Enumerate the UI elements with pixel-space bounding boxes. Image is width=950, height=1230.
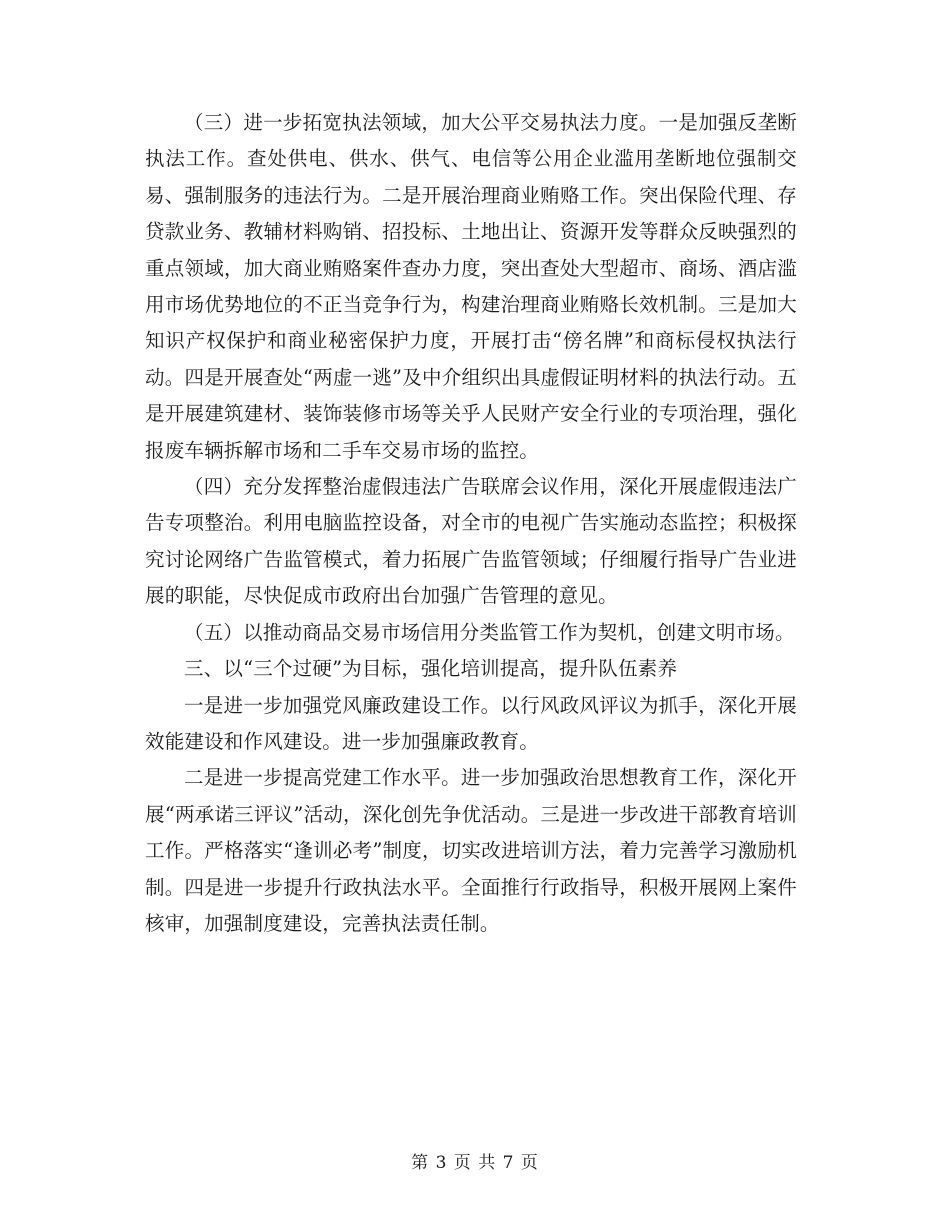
- paragraph-false-advertising: （四）充分发挥整治虚假违法广告联席会议作用，深化开展虚假违法广告专项整治。利用电脑监控设备，对全市的电视广告实施动态监控；积极探究讨论网络广告监管模式，着力拓展广告监管领域；仔细履行指导广告业进展的职能，尽快促成市政府出台加强广告管理的意见。: [145, 475, 797, 608]
- page-number-footer: 第 3 页 共 7 页: [411, 1153, 539, 1173]
- paragraph-fair-trade-enforcement: （三）进一步拓宽执法领域，加大公平交易执法力度。一是加强反垄断执法工作。查处供电、供水、供气、电信等公用企业滥用垄断地位强制交易、强制服务的违法行为。二是开展治理商业贿赂工作。突出保险代理、存贷款业务、教辅材料购销、招投标、土地出让、资源开发等群众反映强烈的重点领域，加大商业贿赂案件查办力度，突出查处大型超市、商场、酒店滥用市场优势地位的不正当竞争行为，构建治理商业贿赂长效机制。三是加大知识产权保护和商业秘密保护力度，开展打击“傍名牌”和商标侵权执法行动。四是开展查处“两虚一逃”及中介组织出具虚假证明材料的执法行动。五是开展建筑建材、装饰装修市场等关乎人民财产安全行业的专项治理，强化报废车辆拆解市场和二手车交易市场的监控。: [145, 111, 797, 462]
- paragraph-market-credit: （五）以推动商品交易市场信用分类监管工作为契机，创建文明市场。: [184, 620, 795, 644]
- section-heading-three: 三、以“三个过硬”为目标，强化培训提高，提升队伍素养: [184, 657, 678, 681]
- document-body: [145, 105, 797, 942]
- paragraph-party-conduct: 一是进一步加强党风廉政建设工作。以行风政风评议为抓手，深化开展效能建设和作风建设。进一步加强廉政教育。: [145, 693, 797, 753]
- paragraph-party-building: 二是进一步提高党建工作水平。进一步加强政治思想教育工作，深化开展“两承诺三评议”活动，深化创先争优活动。三是进一步改进干部教育培训工作。严格落实“逢训必考”制度，切实改进培训方法，着力完善学习激励机制。四是进一步提升行政执法水平。全面推行行政指导，积极开展网上案件核审，加强制度建设，完善执法责任制。: [145, 766, 797, 935]
